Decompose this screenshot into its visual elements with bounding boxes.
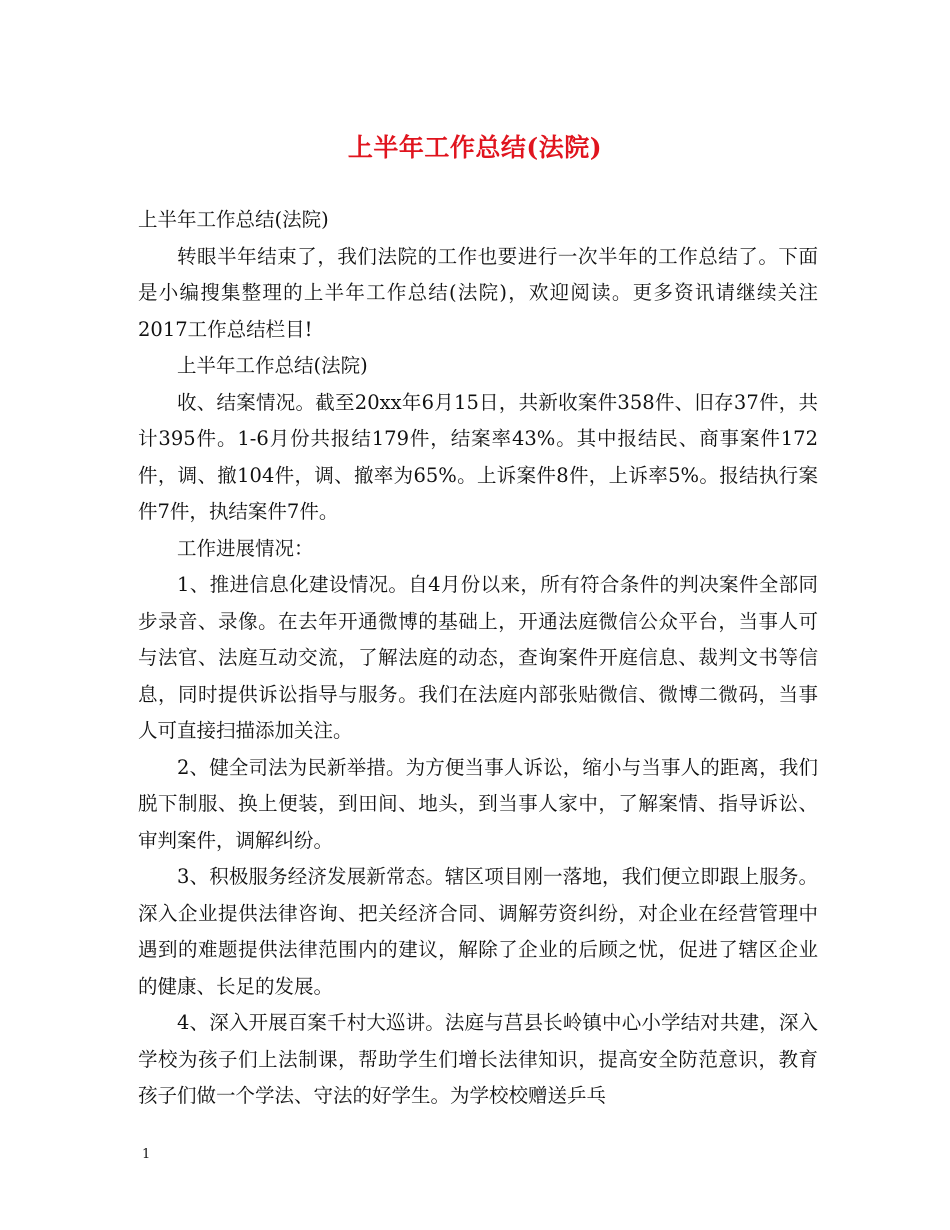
document-body (138, 202, 818, 1115)
progress-item-4: 4、深入开展百案千村大巡讲。法庭与莒县长岭镇中心小学结对共建，深入学校为孩子们上法制课，帮助学生们增长法律知识，提高安全防范意识，教育孩子们做一个学法、守法的好学生。为学校校赠送乒乓 (138, 1011, 818, 1107)
progress-heading: 工作进展情况： (177, 536, 314, 560)
section-heading: 上半年工作总结(法院) (177, 354, 368, 377)
progress-item-2: 2、健全司法为民新举措。为方便当事人诉讼，缩小与当事人的距离，我们脱下制服、换上便装，到田间、地头，到当事人家中，了解案情、指导诉讼、审判案件，调解纠纷。 (138, 755, 818, 852)
subtitle-paragraph: 上半年工作总结(法院) (138, 208, 329, 231)
progress-item-1: 1、推进信息化建设情况。自4月份以来，所有符合条件的判决案件全部同步录音、录像。在去年开通微博的基础上，开通法庭微信公众平台，当事人可与法官、法庭互动交流，了解法庭的动态，查询案件开庭信息、裁判文书等信息，同时提供诉讼指导与服务。我们在法庭内部张贴微信、微博二微码，当事人可直接扫描添加关注。 (138, 573, 818, 742)
page-number: 1 (142, 1147, 151, 1162)
case-statistics-paragraph: 收、结案情况。截至20xx年6月15日，共新收案件358件、旧存37件，共计395件。1-6月份共报结179件，结案率43%。其中报结民、商事案件172件，调、撤104件，调、撤率为65%。上诉案件8件，上诉率5%。报结执行案件7件，执结案件7件。 (138, 390, 818, 523)
document-title: 上半年工作总结(法院) (347, 133, 603, 162)
intro-paragraph: 转眼半年结束了，我们法院的工作也要进行一次半年的工作总结了。下面是小编搜集整理的上半年工作总结(法院)，欢迎阅读。更多资讯请继续关注2017工作总结栏目! (138, 244, 818, 341)
progress-item-3: 3、积极服务经济发展新常态。辖区项目刚一落地，我们便立即跟上服务。深入企业提供法律咨询、把关经济合同、调解劳资纠纷，对企业在经营管理中遇到的难题提供法律范围内的建议，解除了企业的后顾之忧，促进了辖区企业的健康、长足的发展。 (138, 865, 818, 998)
